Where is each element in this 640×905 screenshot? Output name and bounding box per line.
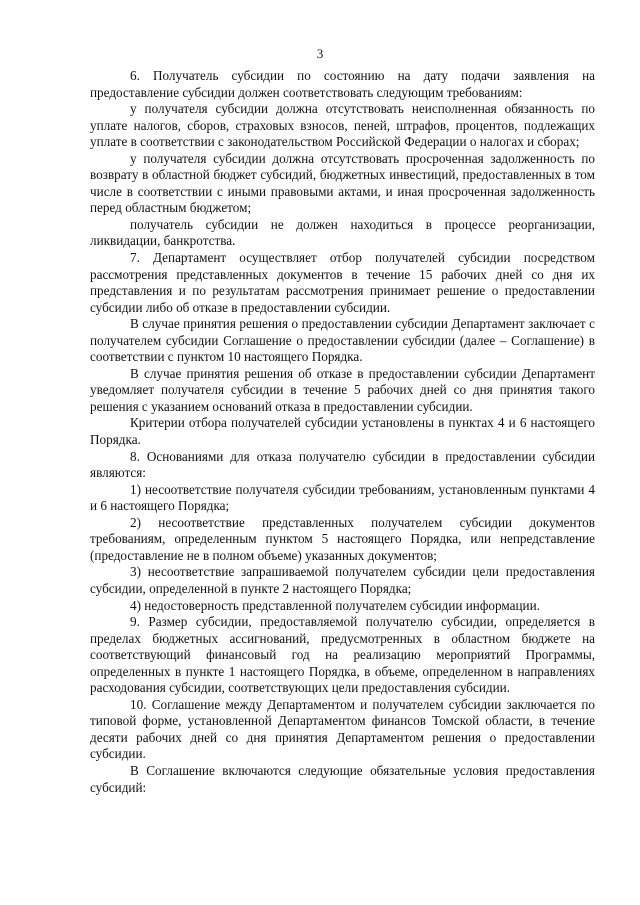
paragraph: 9. Размер субсидии, предоставляемой получателю субсидии, определяется в пределах бюджетных ассигнований, предусмотренных в областном бюджете на соответствующий финансовый год на реализацию мероприятий Программы, определенных в пункте 1 настоящего Порядка, в объеме, определенном в направлениях расходования субсидии, соответствующих цели предоставления субсидии. <box>90 614 595 696</box>
paragraph: 8. Основаниями для отказа получателю субсидии в предоставлении субсидии являются: <box>90 448 595 481</box>
paragraph: у получателя субсидии должна отсутствовать просроченная задолженность по возврату в областной бюджет субсидий, бюджетных инвестиций, предоставленных в том числе в соответствии с иными правовыми актами, и иная просроченная задолженность перед областным бюджетом; <box>90 150 595 216</box>
paragraph: В Соглашение включаются следующие обязательные условия предоставления субсидий: <box>90 762 595 795</box>
paragraph: получатель субсидии не должен находиться в процессе реорганизации, ликвидации, банкротства. <box>90 216 595 249</box>
paragraph: 10. Соглашение между Департаментом и получателем субсидии заключается по типовой форме, установленной Департаментом финансов Томской области, в течение десяти рабочих дней со дня принятия Департаментом решения о предоставлении субсидии. <box>90 696 595 762</box>
paragraph: Критерии отбора получателей субсидии установлены в пунктах 4 и 6 настоящего Порядка. <box>90 415 595 448</box>
paragraph: у получателя субсидии должна отсутствовать неисполненная обязанность по уплате налогов, сборов, страховых взносов, пеней, штрафов, процентов, подлежащих уплате в соответствии с законодательством Российской Федерации о налогах и сборах; <box>90 101 595 150</box>
paragraph: В случае принятия решения о предоставлении субсидии Департамент заключает с получателем субсидии Соглашение о предоставлении субсидии (далее – Соглашение) в соответствии с пунктом 10 настоящего Порядка. <box>90 316 595 365</box>
paragraph: 7. Департамент осуществляет отбор получателей субсидии посредством рассмотрения представленных документов в течение 15 рабочих дней со дня их представления и по результатам рассмотрения принимает решение о предоставлении субсидии либо об отказе в предоставлении субсидии. <box>90 250 595 315</box>
list-item: 1) несоответствие получателя субсидии требованиям, установленным пунктами 4 и 6 настоящего Порядка; <box>90 481 595 514</box>
document-body <box>90 68 595 796</box>
paragraph: 6. Получатель субсидии по состоянию на дату подачи заявления на предоставление субсидии должен соответствовать следующим требованиям: <box>90 68 595 100</box>
list-item: 2) несоответствие представленных получателем субсидии документов требованиям, определенным пунктом 5 настоящего Порядка, или непредставление (предоставление не в полном объеме) указанных документов; <box>90 514 595 563</box>
paragraph: В случае принятия решения об отказе в предоставлении субсидии Департамент уведомляет получателя субсидии в течение 5 рабочих дней со дня принятия такого решения с указанием оснований отказа в предоставлении субсидии. <box>90 365 595 414</box>
list-item: 4) недостоверность представленной получателем субсидии информации. <box>130 597 540 613</box>
list-item: 3) несоответствие запрашиваемой получателем субсидии цели предоставления субсидии, определенной в пункте 2 настоящего Порядка; <box>90 564 595 596</box>
page-number: 3 <box>316 46 324 61</box>
